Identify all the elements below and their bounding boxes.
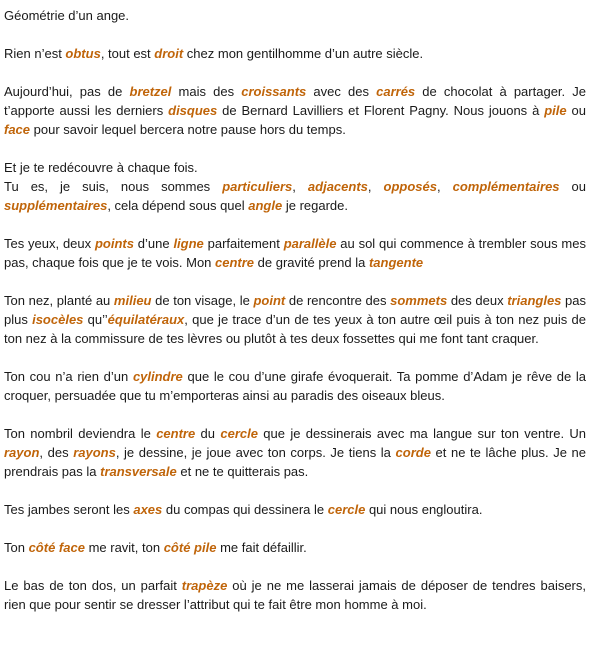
text-run: , tout est (100, 46, 155, 61)
geometry-keyword: axes (133, 502, 163, 517)
text-run: de chocolat à partager. Je t’apporte aussi les derniers (4, 84, 587, 118)
geometry-keyword: rayons (73, 445, 116, 460)
paragraph (4, 158, 586, 215)
text-run: Ton nez, planté au (4, 293, 114, 308)
text-run: Ton nombril deviendra le (4, 426, 157, 441)
text-run: , (292, 179, 308, 194)
geometry-keyword: points (94, 236, 134, 251)
text-run: Ton (4, 540, 29, 555)
geometry-keyword: tangente (368, 255, 424, 270)
geometry-keyword: côté pile (163, 540, 217, 555)
geometry-keyword: croissants (241, 84, 307, 99)
poem-document (4, 6, 586, 633)
text-run: et ne te lâche plus. Je ne prendrais pas la (4, 445, 587, 479)
text-run: ou (566, 103, 586, 118)
geometry-keyword: centre (156, 426, 196, 441)
text-run: mais des (171, 84, 242, 99)
text-run: qui nous engloutira. (365, 502, 483, 517)
geometry-keyword: particuliers (222, 179, 293, 194)
text-run: qu’’ (83, 312, 108, 327)
text-run: Tes jambes seront les (4, 502, 134, 517)
geometry-keyword: corde (395, 445, 431, 460)
paragraph (4, 82, 586, 139)
text-run: , je dessine, je joue avec ton corps. Je tiens la (115, 445, 396, 460)
text-run: du (195, 426, 221, 441)
text-run: , cela dépend sous quel (107, 198, 249, 213)
text-run: Aujourd’hui, pas de (4, 84, 130, 99)
geometry-keyword: ligne (173, 236, 204, 251)
text-run: Ton cou n’a rien d’un (4, 369, 133, 384)
text-run: Tes yeux, deux (4, 236, 95, 251)
geometry-keyword: supplémentaires (4, 198, 108, 213)
geometry-keyword: bretzel (129, 84, 172, 99)
text-run: et ne te quitterais pas. (176, 464, 309, 479)
geometry-keyword: disques (168, 103, 218, 118)
text-run: de ton visage, le (151, 293, 254, 308)
text-run: pas plus (4, 293, 586, 327)
text-run: , (367, 179, 384, 194)
text-run: pour savoir lequel bercera notre pause hors du temps. (30, 122, 346, 137)
text-run: me fait défaillir. (216, 540, 307, 555)
geometry-keyword: rayon (4, 445, 40, 460)
paragraph (4, 367, 586, 405)
text-run: où je ne me lasserai jamais de déposer de tendres baisers, rien que pour sentir se dresser l’attribut qui te fait être mon homme à moi. (4, 578, 587, 612)
text-run: chez mon gentilhomme d’un autre siècle. (183, 46, 424, 61)
geometry-keyword: point (253, 293, 286, 308)
geometry-keyword: triangles (507, 293, 562, 308)
geometry-keyword: obtus (65, 46, 101, 61)
paragraph (4, 291, 586, 348)
poem-body (4, 44, 586, 614)
geometry-keyword: milieu (113, 293, 152, 308)
text-run: Et je te redécouvre à chaque fois. (4, 160, 198, 175)
text-run: des deux (447, 293, 508, 308)
geometry-keyword: complémentaires (452, 179, 560, 194)
text-run: , (436, 179, 453, 194)
geometry-keyword: droit (154, 46, 184, 61)
text-run: Rien n’est (4, 46, 66, 61)
geometry-keyword: cercle (220, 426, 258, 441)
geometry-keyword: angle (248, 198, 283, 213)
text-run: je regarde. (282, 198, 348, 213)
geometry-keyword: équilatéraux (107, 312, 185, 327)
paragraph (4, 44, 586, 63)
text-run: Le bas de ton dos, un parfait (4, 578, 182, 593)
geometry-keyword: carrés (376, 84, 416, 99)
text-run: du compas qui dessinera le (162, 502, 328, 517)
geometry-keyword: isocèles (32, 312, 84, 327)
text-run: me ravit, ton (84, 540, 164, 555)
text-run: d’une (133, 236, 174, 251)
geometry-keyword: transversale (100, 464, 177, 479)
text-run: avec des (306, 84, 377, 99)
text-run: Tu es, je suis, nous sommes (4, 179, 223, 194)
paragraph (4, 234, 586, 272)
text-run: au sol qui commence à trembler sous mes pas, chaque fois que je te vois. Mon (4, 236, 586, 270)
text-run: de Bernard Lavilliers et Florent Pagny. Nous jouons à (217, 103, 545, 118)
geometry-keyword: parallèle (283, 236, 337, 251)
text-run: ou (559, 179, 587, 194)
text-run: de gravité prend la (254, 255, 369, 270)
poem-title: Géométrie d’un ange. (4, 8, 130, 23)
text-run: parfaitement (203, 236, 284, 251)
geometry-keyword: centre (215, 255, 255, 270)
paragraph (4, 576, 586, 614)
geometry-keyword: opposés (383, 179, 437, 194)
paragraph (4, 538, 586, 557)
text-run: , que je trace d’un de tes yeux à ton autre œil puis à ton nez puis de ton nez à la commissure de tes lèvres ou plutôt à tes deux fossettes qui me font tant craquer. (4, 312, 586, 346)
geometry-keyword: trapèze (181, 578, 228, 593)
text-run: de rencontre des (285, 293, 391, 308)
text-run: que je dessinerais avec ma langue sur ton ventre. Un (257, 426, 587, 441)
paragraph (4, 424, 586, 481)
geometry-keyword: adjacents (307, 179, 368, 194)
geometry-keyword: cylindre (132, 369, 183, 384)
paragraph (4, 500, 586, 519)
geometry-keyword: côté face (28, 540, 85, 555)
geometry-keyword: sommets (390, 293, 448, 308)
geometry-keyword: face (4, 122, 31, 137)
geometry-keyword: cercle (327, 502, 366, 517)
geometry-keyword: pile (544, 103, 567, 118)
text-run: que le cou d’une girafe évoquerait. Ta pomme d’Adam je rêve de la croquer, persuadée que tu m’emporteras ainsi au paradis des oiseaux bleus. (4, 369, 586, 403)
text-run: , des (39, 445, 74, 460)
